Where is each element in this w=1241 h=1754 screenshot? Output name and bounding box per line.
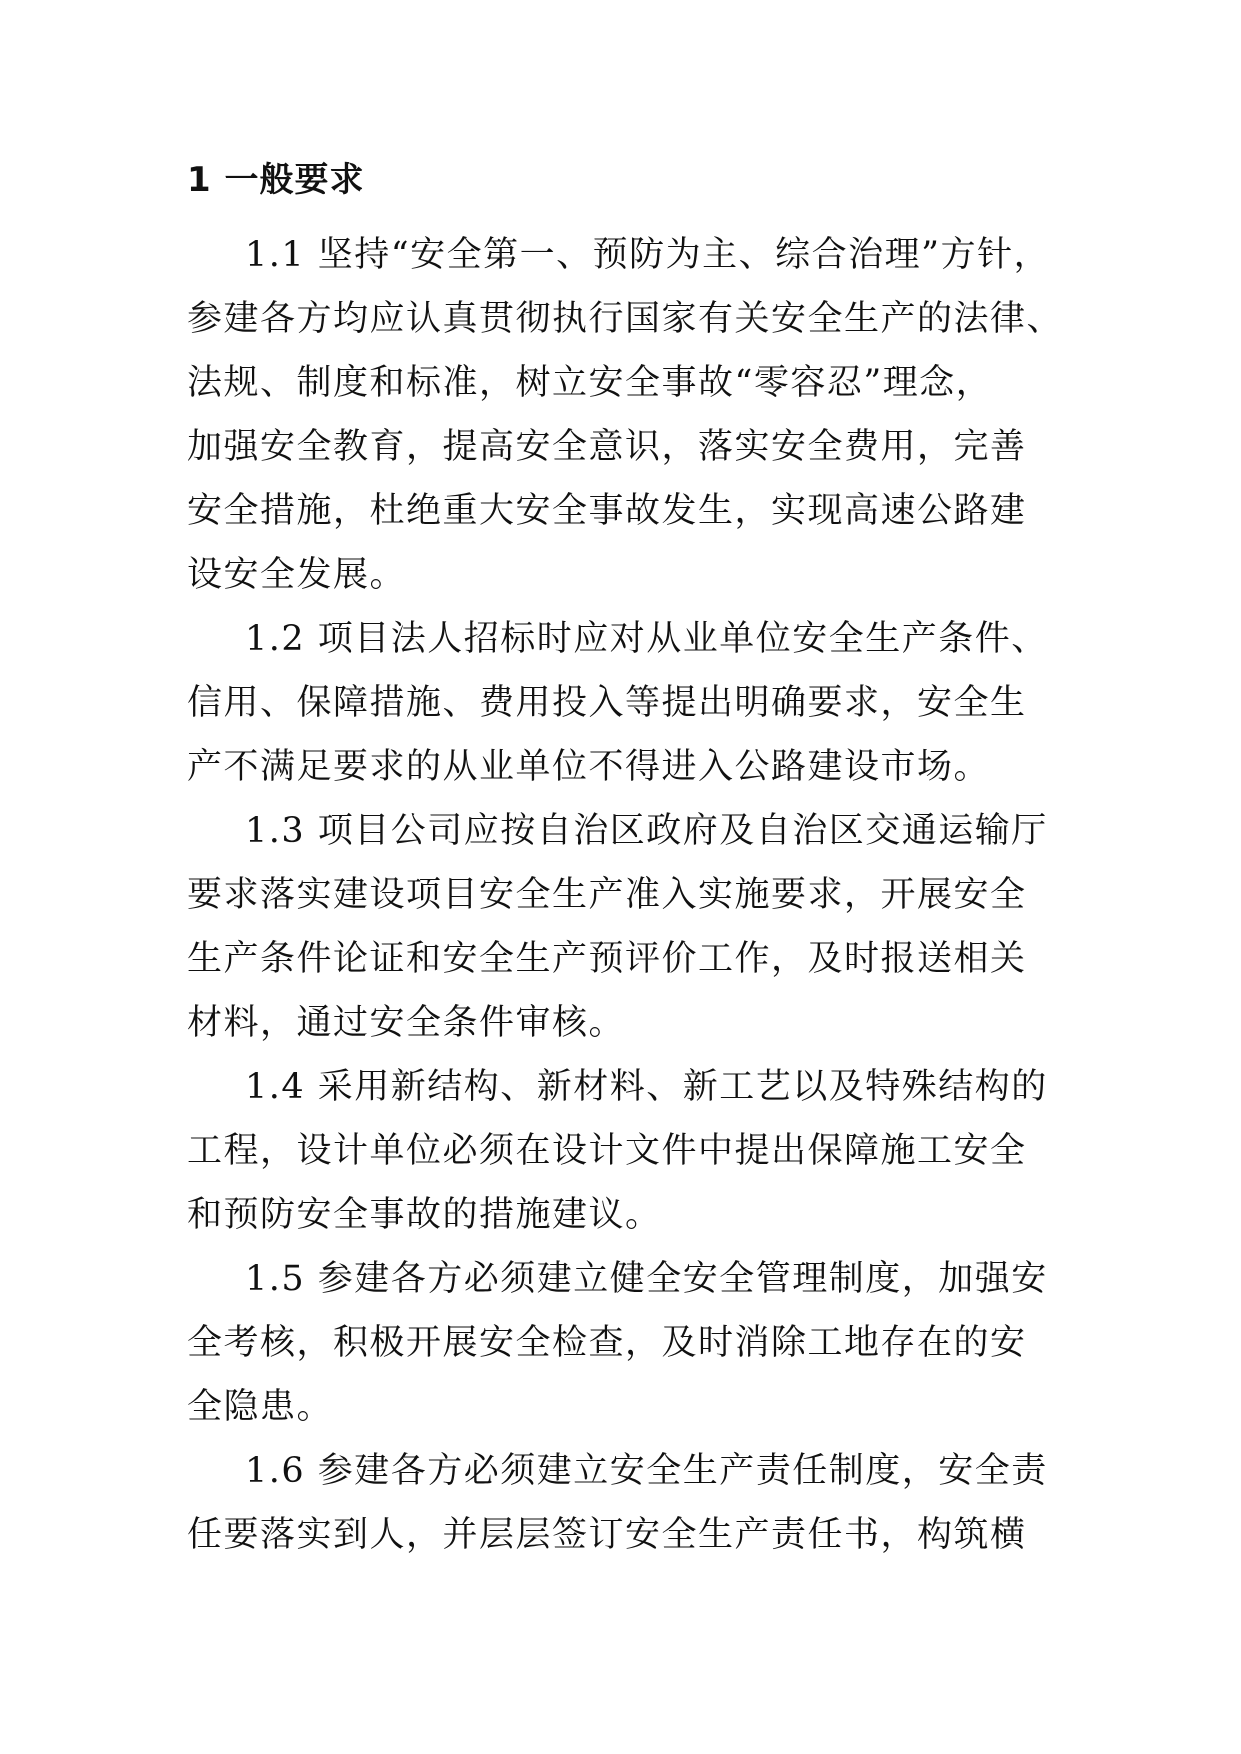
section-heading: 1 一般要求 — [187, 160, 365, 200]
text-line: 和预防安全事故的措施建议。 — [187, 1195, 662, 1235]
paragraph-1-4 — [187, 1055, 1057, 1247]
text-line: 加强安全教育，提高安全意识，落实安全费用，完善 — [187, 427, 1027, 467]
text-line: 1.2 项目法人招标时应对从业单位安全生产条件、 — [245, 619, 1048, 659]
paragraph-1-5 — [187, 1247, 1057, 1439]
text-line: 生产条件论证和安全生产预评价工作，及时报送相关 — [187, 939, 1027, 979]
paragraph-1-2 — [187, 607, 1057, 799]
text-line: 安全措施，杜绝重大安全事故发生，实现高速公路建 — [187, 491, 1027, 531]
text-line: 产不满足要求的从业单位不得进入公路建设市场。 — [187, 747, 991, 787]
paragraph-1-3 — [187, 799, 1057, 1055]
document-content — [187, 160, 1064, 1567]
text-line: 信用、保障措施、费用投入等提出明确要求，安全生 — [187, 683, 1027, 723]
text-line: 全考核，积极开展安全检查，及时消除工地存在的安 — [187, 1323, 1027, 1363]
text-line: 1.6 参建各方必须建立安全生产责任制度，安全责 — [245, 1451, 1048, 1491]
text-line: 1.3 项目公司应按自治区政府及自治区交通运输厅 — [245, 811, 1048, 851]
text-line: 全隐患。 — [187, 1387, 334, 1427]
text-line: 1.1 坚持“安全第一、预防为主、综合治理”方针， — [245, 235, 1051, 275]
text-line: 参建各方均应认真贯彻执行国家有关安全生产的法律、 — [187, 299, 1064, 339]
text-line: 材料，通过安全条件审核。 — [187, 1003, 626, 1043]
text-line: 工程，设计单位必须在设计文件中提出保障施工安全 — [187, 1131, 1027, 1171]
paragraph-1-1 — [187, 223, 1064, 607]
text-line: 1.4 采用新结构、新材料、新工艺以及特殊结构的 — [245, 1067, 1048, 1107]
text-line: 要求落实建设项目安全生产准入实施要求，开展安全 — [187, 875, 1027, 915]
paragraph-1-6 — [187, 1439, 1057, 1567]
text-line: 任要落实到人，并层层签订安全生产责任书，构筑横 — [187, 1515, 1027, 1555]
text-line: 1.5 参建各方必须建立健全安全管理制度，加强安 — [245, 1259, 1048, 1299]
text-line: 设安全发展。 — [187, 555, 407, 595]
text-line: 法规、制度和标准，树立安全事故“零容忍”理念， — [187, 363, 993, 403]
